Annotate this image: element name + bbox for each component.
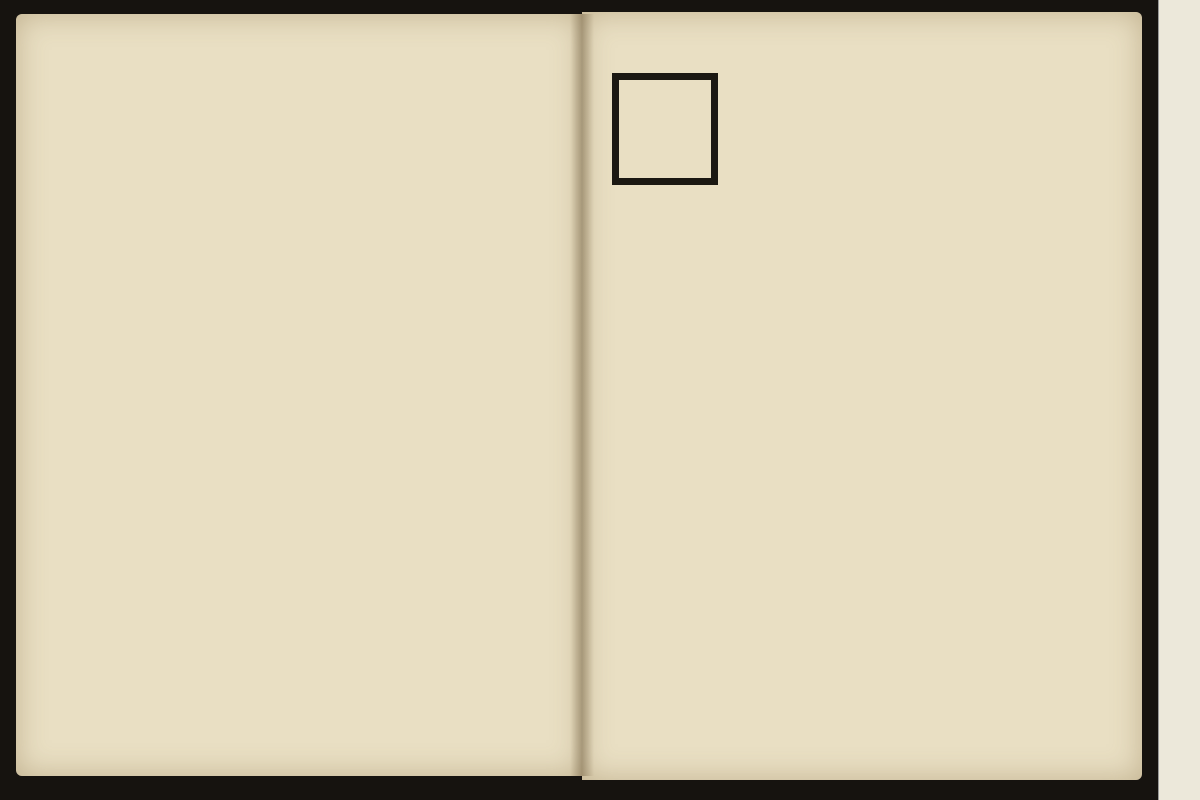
ruler-ticks <box>1159 0 1200 800</box>
decorated-initial <box>612 73 718 185</box>
left-staff-3 <box>80 220 556 268</box>
left-staff-5 <box>80 376 556 424</box>
measurement-ruler <box>1158 0 1200 800</box>
right-staff-8 <box>608 610 1082 658</box>
right-staff-3 <box>608 224 1082 272</box>
initial-letter <box>619 80 711 178</box>
left-staff-4 <box>80 298 556 346</box>
right-staff-6 <box>608 456 1082 504</box>
initial-frame <box>619 80 711 178</box>
right-staff-7 <box>608 534 1082 582</box>
right-staff-2 <box>732 146 1082 194</box>
left-staff-8-empty <box>80 614 556 662</box>
left-staff-6-empty <box>80 456 556 504</box>
right-staff-5 <box>608 378 1082 426</box>
left-staff-7-empty <box>80 536 556 584</box>
left-staff-1 <box>80 64 556 112</box>
right-staff-1 <box>732 68 1082 116</box>
book-gutter <box>570 14 594 776</box>
right-staff-4 <box>608 300 1082 348</box>
left-staff-2 <box>80 142 556 190</box>
